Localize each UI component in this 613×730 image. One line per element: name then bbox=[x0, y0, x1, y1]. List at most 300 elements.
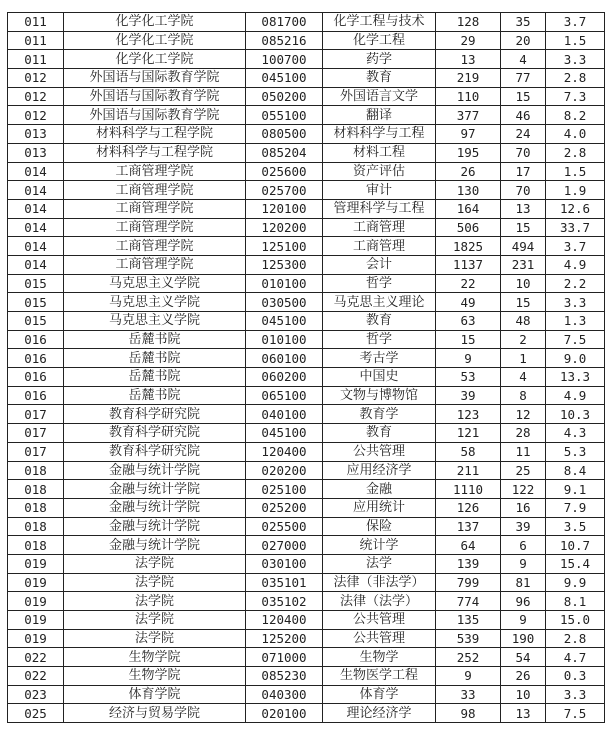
table-row bbox=[8, 293, 605, 312]
major-code-cell: 045100 bbox=[246, 69, 323, 88]
college-code-cell: 019 bbox=[8, 573, 64, 592]
table-row bbox=[8, 312, 605, 331]
ratio-cell: 2.8 bbox=[546, 69, 605, 88]
table-row bbox=[8, 199, 605, 218]
college-name-cell: 法学院 bbox=[64, 573, 246, 592]
major-name-cell: 化学工程与技术 bbox=[323, 13, 436, 32]
college-name-cell: 法学院 bbox=[64, 629, 246, 648]
ratio-cell: 12.6 bbox=[546, 199, 605, 218]
college-name-cell: 材料科学与工程学院 bbox=[64, 143, 246, 162]
admitted-cell: 15 bbox=[501, 218, 546, 237]
major-code-cell: 040300 bbox=[246, 685, 323, 704]
admitted-cell: 48 bbox=[501, 312, 546, 331]
college-code-cell: 012 bbox=[8, 87, 64, 106]
major-code-cell: 030500 bbox=[246, 293, 323, 312]
ratio-cell: 1.3 bbox=[546, 312, 605, 331]
applicants-cell: 1137 bbox=[436, 255, 501, 274]
college-name-cell: 金融与统计学院 bbox=[64, 498, 246, 517]
admitted-cell: 8 bbox=[501, 386, 546, 405]
college-name-cell: 法学院 bbox=[64, 592, 246, 611]
ratio-cell: 0.3 bbox=[546, 667, 605, 686]
table-row bbox=[8, 181, 605, 200]
college-code-cell: 018 bbox=[8, 498, 64, 517]
major-code-cell: 035101 bbox=[246, 573, 323, 592]
ratio-cell: 4.9 bbox=[546, 386, 605, 405]
college-name-cell: 材料科学与工程学院 bbox=[64, 125, 246, 144]
college-name-cell: 教育科学研究院 bbox=[64, 442, 246, 461]
applicants-cell: 252 bbox=[436, 648, 501, 667]
college-name-cell: 工商管理学院 bbox=[64, 162, 246, 181]
applicants-cell: 63 bbox=[436, 312, 501, 331]
applicants-cell: 164 bbox=[436, 199, 501, 218]
table-row bbox=[8, 573, 605, 592]
college-name-cell: 岳麓书院 bbox=[64, 386, 246, 405]
college-code-cell: 023 bbox=[8, 685, 64, 704]
major-name-cell: 教育 bbox=[323, 312, 436, 331]
admitted-cell: 20 bbox=[501, 31, 546, 50]
ratio-cell: 4.0 bbox=[546, 125, 605, 144]
college-name-cell: 化学化工学院 bbox=[64, 31, 246, 50]
ratio-cell: 7.9 bbox=[546, 498, 605, 517]
admitted-cell: 4 bbox=[501, 368, 546, 387]
college-name-cell: 法学院 bbox=[64, 611, 246, 630]
admitted-cell: 15 bbox=[501, 87, 546, 106]
college-code-cell: 013 bbox=[8, 125, 64, 144]
table-row bbox=[8, 611, 605, 630]
college-code-cell: 019 bbox=[8, 629, 64, 648]
college-name-cell: 岳麓书院 bbox=[64, 330, 246, 349]
table-row bbox=[8, 237, 605, 256]
admitted-cell: 4 bbox=[501, 50, 546, 69]
admitted-cell: 190 bbox=[501, 629, 546, 648]
college-code-cell: 014 bbox=[8, 181, 64, 200]
applicants-cell: 211 bbox=[436, 461, 501, 480]
college-code-cell: 016 bbox=[8, 368, 64, 387]
college-code-cell: 014 bbox=[8, 237, 64, 256]
ratio-cell: 2.8 bbox=[546, 629, 605, 648]
ratio-cell: 2.2 bbox=[546, 274, 605, 293]
college-code-cell: 018 bbox=[8, 480, 64, 499]
major-name-cell: 教育学 bbox=[323, 405, 436, 424]
major-name-cell: 教育 bbox=[323, 424, 436, 443]
admitted-cell: 1 bbox=[501, 349, 546, 368]
college-code-cell: 019 bbox=[8, 554, 64, 573]
ratio-cell: 3.7 bbox=[546, 237, 605, 256]
major-name-cell: 生物学 bbox=[323, 648, 436, 667]
applicants-cell: 506 bbox=[436, 218, 501, 237]
ratio-cell: 4.7 bbox=[546, 648, 605, 667]
college-code-cell: 015 bbox=[8, 312, 64, 331]
ratio-cell: 15.0 bbox=[546, 611, 605, 630]
college-code-cell: 018 bbox=[8, 517, 64, 536]
table-row bbox=[8, 386, 605, 405]
table-row bbox=[8, 162, 605, 181]
table-row bbox=[8, 349, 605, 368]
ratio-cell: 9.0 bbox=[546, 349, 605, 368]
table-row bbox=[8, 498, 605, 517]
college-code-cell: 017 bbox=[8, 405, 64, 424]
applicants-cell: 39 bbox=[436, 386, 501, 405]
major-name-cell: 考古学 bbox=[323, 349, 436, 368]
admitted-cell: 17 bbox=[501, 162, 546, 181]
college-code-cell: 022 bbox=[8, 648, 64, 667]
college-name-cell: 金融与统计学院 bbox=[64, 461, 246, 480]
applicants-cell: 110 bbox=[436, 87, 501, 106]
major-code-cell: 120400 bbox=[246, 611, 323, 630]
major-code-cell: 055100 bbox=[246, 106, 323, 125]
college-code-cell: 025 bbox=[8, 704, 64, 723]
applicants-cell: 29 bbox=[436, 31, 501, 50]
admitted-cell: 13 bbox=[501, 199, 546, 218]
table-row bbox=[8, 554, 605, 573]
table-row bbox=[8, 143, 605, 162]
ratio-cell: 1.5 bbox=[546, 162, 605, 181]
major-code-cell: 025700 bbox=[246, 181, 323, 200]
table-row bbox=[8, 106, 605, 125]
admitted-cell: 81 bbox=[501, 573, 546, 592]
college-name-cell: 工商管理学院 bbox=[64, 181, 246, 200]
college-code-cell: 013 bbox=[8, 143, 64, 162]
table-row bbox=[8, 405, 605, 424]
admitted-cell: 10 bbox=[501, 274, 546, 293]
table-row bbox=[8, 87, 605, 106]
table-row bbox=[8, 704, 605, 723]
admitted-cell: 122 bbox=[501, 480, 546, 499]
college-name-cell: 工商管理学院 bbox=[64, 218, 246, 237]
college-code-cell: 014 bbox=[8, 199, 64, 218]
college-name-cell: 金融与统计学院 bbox=[64, 517, 246, 536]
applicants-cell: 123 bbox=[436, 405, 501, 424]
college-name-cell: 金融与统计学院 bbox=[64, 480, 246, 499]
ratio-cell: 7.3 bbox=[546, 87, 605, 106]
ratio-cell: 15.4 bbox=[546, 554, 605, 573]
ratio-cell: 9.1 bbox=[546, 480, 605, 499]
college-name-cell: 金融与统计学院 bbox=[64, 536, 246, 555]
ratio-cell: 3.5 bbox=[546, 517, 605, 536]
major-name-cell: 公共管理 bbox=[323, 442, 436, 461]
applicants-cell: 58 bbox=[436, 442, 501, 461]
admitted-cell: 15 bbox=[501, 293, 546, 312]
college-name-cell: 教育科学研究院 bbox=[64, 424, 246, 443]
college-name-cell: 教育科学研究院 bbox=[64, 405, 246, 424]
major-code-cell: 120200 bbox=[246, 218, 323, 237]
applicants-cell: 98 bbox=[436, 704, 501, 723]
major-name-cell: 工商管理 bbox=[323, 237, 436, 256]
college-name-cell: 经济与贸易学院 bbox=[64, 704, 246, 723]
applicants-cell: 13 bbox=[436, 50, 501, 69]
major-code-cell: 025200 bbox=[246, 498, 323, 517]
major-name-cell: 金融 bbox=[323, 480, 436, 499]
admitted-cell: 35 bbox=[501, 13, 546, 32]
ratio-cell: 1.5 bbox=[546, 31, 605, 50]
ratio-cell: 8.2 bbox=[546, 106, 605, 125]
ratio-cell: 3.3 bbox=[546, 293, 605, 312]
applicants-cell: 799 bbox=[436, 573, 501, 592]
major-code-cell: 085204 bbox=[246, 143, 323, 162]
college-code-cell: 015 bbox=[8, 293, 64, 312]
college-code-cell: 011 bbox=[8, 31, 64, 50]
ratio-cell: 33.7 bbox=[546, 218, 605, 237]
major-name-cell: 马克思主义理论 bbox=[323, 293, 436, 312]
college-name-cell: 外国语与国际教育学院 bbox=[64, 87, 246, 106]
admitted-cell: 231 bbox=[501, 255, 546, 274]
major-code-cell: 025500 bbox=[246, 517, 323, 536]
table-row bbox=[8, 218, 605, 237]
ratio-cell: 9.9 bbox=[546, 573, 605, 592]
major-code-cell: 080500 bbox=[246, 125, 323, 144]
table-row bbox=[8, 125, 605, 144]
major-name-cell: 药学 bbox=[323, 50, 436, 69]
admitted-cell: 2 bbox=[501, 330, 546, 349]
applicants-cell: 130 bbox=[436, 181, 501, 200]
college-code-cell: 014 bbox=[8, 162, 64, 181]
college-name-cell: 生物学院 bbox=[64, 667, 246, 686]
major-code-cell: 020100 bbox=[246, 704, 323, 723]
college-name-cell: 外国语与国际教育学院 bbox=[64, 106, 246, 125]
applicants-cell: 121 bbox=[436, 424, 501, 443]
college-code-cell: 011 bbox=[8, 13, 64, 32]
major-code-cell: 125300 bbox=[246, 255, 323, 274]
admitted-cell: 494 bbox=[501, 237, 546, 256]
college-code-cell: 015 bbox=[8, 274, 64, 293]
table-row bbox=[8, 592, 605, 611]
applicants-cell: 774 bbox=[436, 592, 501, 611]
major-name-cell: 资产评估 bbox=[323, 162, 436, 181]
applicants-cell: 9 bbox=[436, 349, 501, 368]
college-name-cell: 马克思主义学院 bbox=[64, 312, 246, 331]
applicants-cell: 53 bbox=[436, 368, 501, 387]
major-name-cell: 保险 bbox=[323, 517, 436, 536]
admitted-cell: 39 bbox=[501, 517, 546, 536]
college-name-cell: 岳麓书院 bbox=[64, 349, 246, 368]
major-code-cell: 085216 bbox=[246, 31, 323, 50]
table-row bbox=[8, 648, 605, 667]
table-row bbox=[8, 629, 605, 648]
college-code-cell: 012 bbox=[8, 69, 64, 88]
major-name-cell: 生物医学工程 bbox=[323, 667, 436, 686]
major-name-cell: 教育 bbox=[323, 69, 436, 88]
admitted-cell: 16 bbox=[501, 498, 546, 517]
table-row bbox=[8, 480, 605, 499]
admitted-cell: 28 bbox=[501, 424, 546, 443]
ratio-cell: 4.9 bbox=[546, 255, 605, 274]
applicants-cell: 49 bbox=[436, 293, 501, 312]
applicants-cell: 64 bbox=[436, 536, 501, 555]
major-name-cell: 审计 bbox=[323, 181, 436, 200]
college-code-cell: 017 bbox=[8, 424, 64, 443]
ratio-cell: 3.7 bbox=[546, 13, 605, 32]
table-row bbox=[8, 50, 605, 69]
ratio-cell: 3.3 bbox=[546, 685, 605, 704]
major-name-cell: 会计 bbox=[323, 255, 436, 274]
applicants-cell: 22 bbox=[436, 274, 501, 293]
major-code-cell: 025600 bbox=[246, 162, 323, 181]
college-name-cell: 生物学院 bbox=[64, 648, 246, 667]
ratio-cell: 8.4 bbox=[546, 461, 605, 480]
ratio-cell: 2.8 bbox=[546, 143, 605, 162]
admitted-cell: 96 bbox=[501, 592, 546, 611]
applicants-cell: 126 bbox=[436, 498, 501, 517]
college-name-cell: 化学化工学院 bbox=[64, 13, 246, 32]
applicants-cell: 9 bbox=[436, 667, 501, 686]
major-code-cell: 085230 bbox=[246, 667, 323, 686]
admissions-table bbox=[7, 12, 605, 723]
admitted-cell: 6 bbox=[501, 536, 546, 555]
table-row bbox=[8, 274, 605, 293]
major-code-cell: 035102 bbox=[246, 592, 323, 611]
major-name-cell: 法律（非法学） bbox=[323, 573, 436, 592]
major-name-cell: 管理科学与工程 bbox=[323, 199, 436, 218]
college-name-cell: 化学化工学院 bbox=[64, 50, 246, 69]
major-code-cell: 120100 bbox=[246, 199, 323, 218]
college-name-cell: 外国语与国际教育学院 bbox=[64, 69, 246, 88]
table-row bbox=[8, 461, 605, 480]
college-name-cell: 岳麓书院 bbox=[64, 368, 246, 387]
major-name-cell: 哲学 bbox=[323, 330, 436, 349]
ratio-cell: 4.3 bbox=[546, 424, 605, 443]
major-code-cell: 120400 bbox=[246, 442, 323, 461]
major-name-cell: 外国语言文学 bbox=[323, 87, 436, 106]
applicants-cell: 195 bbox=[436, 143, 501, 162]
table-row bbox=[8, 536, 605, 555]
major-code-cell: 060100 bbox=[246, 349, 323, 368]
college-code-cell: 019 bbox=[8, 592, 64, 611]
applicants-cell: 135 bbox=[436, 611, 501, 630]
applicants-cell: 1825 bbox=[436, 237, 501, 256]
college-name-cell: 法学院 bbox=[64, 554, 246, 573]
table-row bbox=[8, 442, 605, 461]
applicants-cell: 377 bbox=[436, 106, 501, 125]
table-row bbox=[8, 667, 605, 686]
ratio-cell: 10.7 bbox=[546, 536, 605, 555]
major-code-cell: 010100 bbox=[246, 274, 323, 293]
college-name-cell: 工商管理学院 bbox=[64, 255, 246, 274]
table-row bbox=[8, 255, 605, 274]
admitted-cell: 70 bbox=[501, 143, 546, 162]
applicants-cell: 33 bbox=[436, 685, 501, 704]
college-name-cell: 马克思主义学院 bbox=[64, 274, 246, 293]
major-name-cell: 哲学 bbox=[323, 274, 436, 293]
admitted-cell: 11 bbox=[501, 442, 546, 461]
major-code-cell: 125200 bbox=[246, 629, 323, 648]
major-name-cell: 材料工程 bbox=[323, 143, 436, 162]
applicants-cell: 219 bbox=[436, 69, 501, 88]
ratio-cell: 8.1 bbox=[546, 592, 605, 611]
major-name-cell: 公共管理 bbox=[323, 629, 436, 648]
college-name-cell: 体育学院 bbox=[64, 685, 246, 704]
table-row bbox=[8, 69, 605, 88]
major-code-cell: 045100 bbox=[246, 312, 323, 331]
table-row bbox=[8, 13, 605, 32]
ratio-cell: 13.3 bbox=[546, 368, 605, 387]
applicants-cell: 137 bbox=[436, 517, 501, 536]
college-code-cell: 018 bbox=[8, 461, 64, 480]
admitted-cell: 54 bbox=[501, 648, 546, 667]
major-name-cell: 体育学 bbox=[323, 685, 436, 704]
admitted-cell: 9 bbox=[501, 611, 546, 630]
major-name-cell: 翻译 bbox=[323, 106, 436, 125]
college-code-cell: 017 bbox=[8, 442, 64, 461]
table-row bbox=[8, 685, 605, 704]
major-name-cell: 统计学 bbox=[323, 536, 436, 555]
major-name-cell: 应用统计 bbox=[323, 498, 436, 517]
table-row bbox=[8, 368, 605, 387]
admitted-cell: 77 bbox=[501, 69, 546, 88]
major-name-cell: 工商管理 bbox=[323, 218, 436, 237]
table-row bbox=[8, 330, 605, 349]
ratio-cell: 10.3 bbox=[546, 405, 605, 424]
college-code-cell: 014 bbox=[8, 255, 64, 274]
major-code-cell: 081700 bbox=[246, 13, 323, 32]
major-code-cell: 100700 bbox=[246, 50, 323, 69]
admitted-cell: 24 bbox=[501, 125, 546, 144]
college-code-cell: 014 bbox=[8, 218, 64, 237]
admitted-cell: 12 bbox=[501, 405, 546, 424]
table-row bbox=[8, 31, 605, 50]
admitted-cell: 46 bbox=[501, 106, 546, 125]
applicants-cell: 15 bbox=[436, 330, 501, 349]
major-code-cell: 065100 bbox=[246, 386, 323, 405]
college-code-cell: 012 bbox=[8, 106, 64, 125]
ratio-cell: 1.9 bbox=[546, 181, 605, 200]
admitted-cell: 13 bbox=[501, 704, 546, 723]
ratio-cell: 5.3 bbox=[546, 442, 605, 461]
major-code-cell: 010100 bbox=[246, 330, 323, 349]
major-name-cell: 公共管理 bbox=[323, 611, 436, 630]
college-name-cell: 工商管理学院 bbox=[64, 237, 246, 256]
major-code-cell: 027000 bbox=[246, 536, 323, 555]
ratio-cell: 7.5 bbox=[546, 330, 605, 349]
applicants-cell: 128 bbox=[436, 13, 501, 32]
applicants-cell: 139 bbox=[436, 554, 501, 573]
admitted-cell: 70 bbox=[501, 181, 546, 200]
applicants-cell: 1110 bbox=[436, 480, 501, 499]
major-name-cell: 材料科学与工程 bbox=[323, 125, 436, 144]
college-code-cell: 016 bbox=[8, 349, 64, 368]
admitted-cell: 25 bbox=[501, 461, 546, 480]
applicants-cell: 539 bbox=[436, 629, 501, 648]
major-name-cell: 法律（法学） bbox=[323, 592, 436, 611]
table-row bbox=[8, 517, 605, 536]
major-code-cell: 071000 bbox=[246, 648, 323, 667]
major-name-cell: 理论经济学 bbox=[323, 704, 436, 723]
major-name-cell: 中国史 bbox=[323, 368, 436, 387]
major-name-cell: 化学工程 bbox=[323, 31, 436, 50]
major-code-cell: 030100 bbox=[246, 554, 323, 573]
major-code-cell: 060200 bbox=[246, 368, 323, 387]
college-code-cell: 016 bbox=[8, 386, 64, 405]
college-name-cell: 工商管理学院 bbox=[64, 199, 246, 218]
admitted-cell: 26 bbox=[501, 667, 546, 686]
college-code-cell: 022 bbox=[8, 667, 64, 686]
major-code-cell: 050200 bbox=[246, 87, 323, 106]
college-code-cell: 016 bbox=[8, 330, 64, 349]
college-code-cell: 011 bbox=[8, 50, 64, 69]
admitted-cell: 9 bbox=[501, 554, 546, 573]
college-code-cell: 019 bbox=[8, 611, 64, 630]
admitted-cell: 10 bbox=[501, 685, 546, 704]
ratio-cell: 7.5 bbox=[546, 704, 605, 723]
major-code-cell: 045100 bbox=[246, 424, 323, 443]
applicants-cell: 97 bbox=[436, 125, 501, 144]
major-name-cell: 法学 bbox=[323, 554, 436, 573]
major-code-cell: 025100 bbox=[246, 480, 323, 499]
major-code-cell: 020200 bbox=[246, 461, 323, 480]
ratio-cell: 3.3 bbox=[546, 50, 605, 69]
college-name-cell: 马克思主义学院 bbox=[64, 293, 246, 312]
major-name-cell: 应用经济学 bbox=[323, 461, 436, 480]
major-name-cell: 文物与博物馆 bbox=[323, 386, 436, 405]
